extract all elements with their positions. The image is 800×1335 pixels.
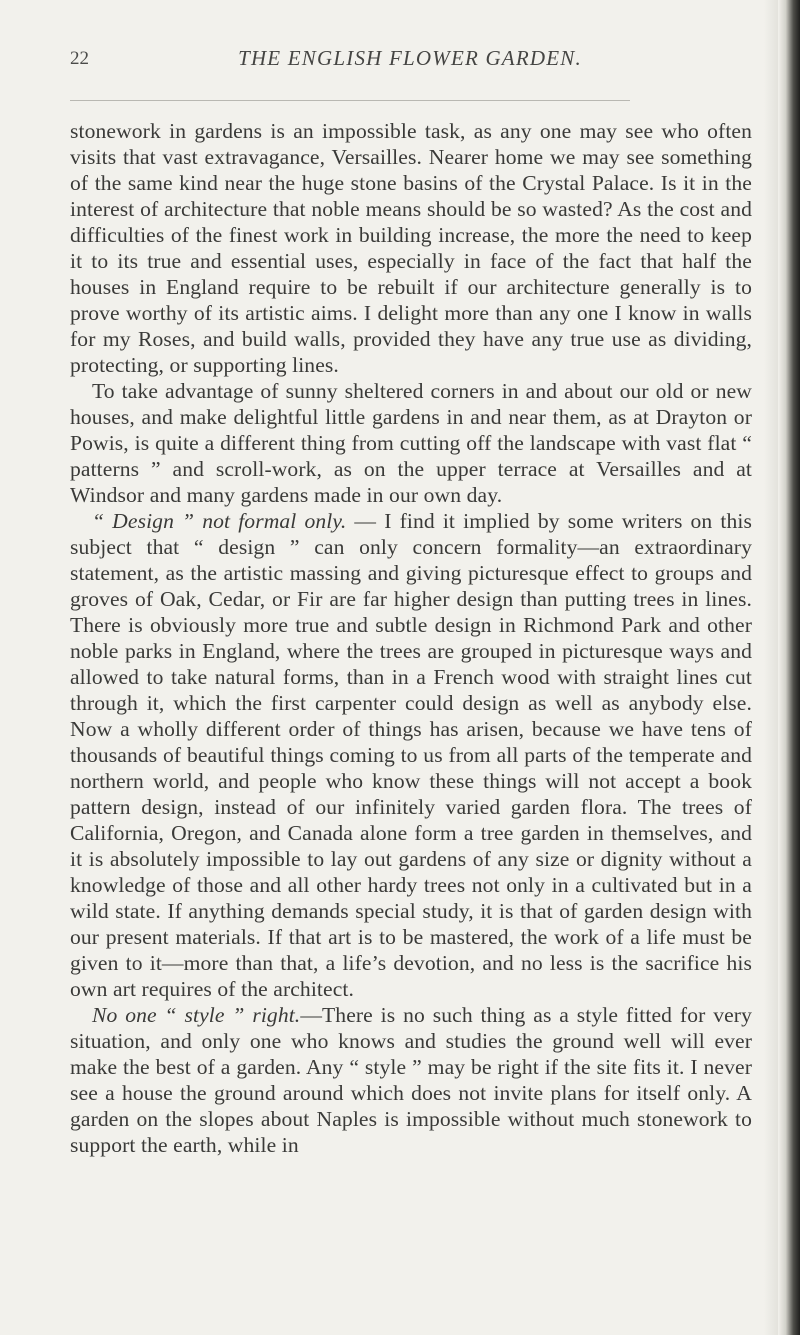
- paragraph-4-lead: No one “ style ” right.: [92, 1003, 301, 1027]
- paragraph-3-text: — I find it implied by some writers on this subject that “ design ” can only concern formality—an extraordinary statement, as the artistic massing and giving picturesque effect to groups and groves of Oak, Cedar, or Fir are far higher design than putting trees in lines. There is obviously more true and subtle design in Richmond Park and other noble parks in England, where the trees are grouped in picturesque ways and allowed to take natural forms, than in a French wood with straight lines cut through it, which the first carpenter could design as well as anybody else. Now a wholly different order of things has arisen, because we have tens of thousands of beautiful things coming to us from all parts of the temperate and northern world, and people who know these things will not accept a book pattern design, instead of our infinitely varied garden flora. The trees of California, Oregon, and Canada alone form a tree garden in themselves, and it is absolutely impossible to lay out gardens of any size or dignity without a knowledge of those and all other hardy trees not only in a cultivated but in a wild state. If anything demands special study, it is that of garden design with our present materials. If that art is to be mastered, the work of a life must be given to it—more than that, a life’s devotion, and no less is the sacrifice his own art requires of the architect.: [70, 509, 752, 1001]
- page-number: 22: [70, 48, 89, 69]
- header-rule: [70, 100, 630, 101]
- page-edge-shade: [764, 0, 778, 1335]
- paragraph-2-text: To take advantage of sunny sheltered corners in and about our old or new houses, and make delightful little gardens in and near them, as at Drayton or Powis, is quite a different thing from cutting off the landscape with vast flat “ patterns ” and scroll-work, as on the upper terrace at Versailles and at Windsor and many gardens made in our own day.: [70, 379, 752, 507]
- body-text: [70, 118, 752, 1158]
- paragraph-1: [70, 118, 752, 378]
- paragraph-2: [70, 378, 752, 508]
- page-header: [70, 46, 750, 76]
- paragraph-1-text: stonework in gardens is an impossible task, as any one may see who often visits that vast extravagance, Versailles. Nearer home we may see something of the same kind near the huge stone basins of the Crystal Palace. Is it in the interest of architecture that noble means should be so wasted? As the cost and difficulties of the finest work in building increase, the more the need to keep it to its true and essential uses, especially in face of the fact that half the houses in England require to be rebuilt if our architecture generally is to prove worthy of its artistic aims. I delight more than any one I know in walls for my Roses, and build walls, provided they have any true use as dividing, protecting, or supporting lines.: [70, 119, 752, 377]
- paragraph-3: [70, 508, 752, 1002]
- running-head: THE ENGLISH FLOWER GARDEN.: [238, 46, 582, 70]
- paragraph-3-lead: “ Design ” not formal only.: [92, 509, 347, 533]
- page-edge-binding: [778, 0, 800, 1335]
- paragraph-4-text: —There is no such thing as a style fitted for very situation, and only one who knows and studies the ground well will ever make the best of a garden. Any “ style ” may be right if the site fits it. I never see a house the ground around which does not invite plans for itself only. A garden on the slopes about Naples is impossible without much stonework to support the earth, while in: [70, 1003, 752, 1157]
- paragraph-4: [70, 1002, 752, 1158]
